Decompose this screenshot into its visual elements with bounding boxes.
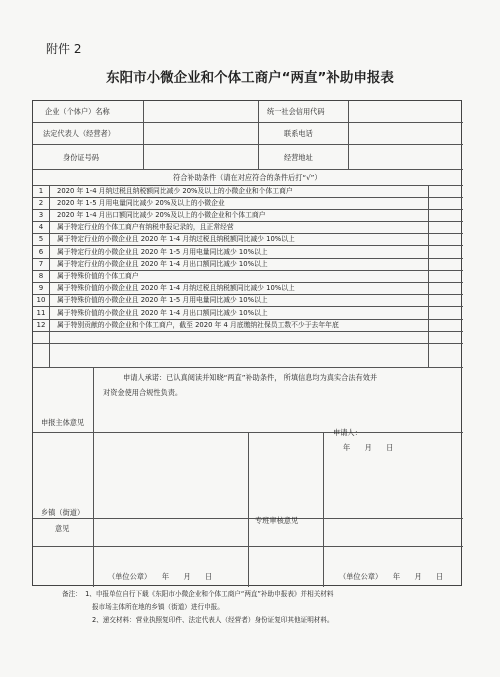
town-opinion-label-line1: 乡镇（街道） bbox=[41, 508, 85, 517]
id-number-label: 身份证号码 bbox=[63, 153, 99, 162]
condition-number: 12 bbox=[36, 321, 46, 329]
address-label: 经营地址 bbox=[284, 153, 313, 162]
condition-number: 7 bbox=[38, 260, 44, 268]
conditions-header: 符合补助条件（请在对应符合的条件后打“√”） bbox=[173, 173, 322, 182]
condition-number: 11 bbox=[36, 309, 46, 317]
condition-text: 属于特殊价值的小微企业且 2020 年 1-4 月出口额同比减少 10%以上 bbox=[57, 309, 268, 317]
condition-number: 4 bbox=[38, 223, 44, 231]
notes-line2: 报市场主体所在地的乡镇（街道）进行申报。 bbox=[92, 603, 224, 611]
condition-number: 10 bbox=[36, 296, 46, 304]
condition-text: 属于特定行业的小微企业且 2020 年 1-5 月用电量同比减少 10%以上 bbox=[57, 248, 268, 256]
notes-line3: 2、递交材料：营业执照复印件、法定代表人（经营者）身份证复印其他证明材料。 bbox=[92, 616, 334, 624]
condition-text: 2020 年 1-5 月用电量同比减少 20%及以上的小微企业 bbox=[57, 199, 225, 207]
condition-text: 属于特定行业的小微企业且 2020 年 1-4 月纳过税且纳税额同比减少 10%以上 bbox=[57, 235, 295, 243]
condition-number: 2 bbox=[38, 199, 44, 207]
attachment-label: 附件 2 bbox=[46, 42, 82, 56]
town-stamp-date: （单位公章） 年 月 日 bbox=[108, 572, 213, 581]
applicant-promise-line1: 申请人承诺：已认真阅读并知晓“两直”补助条件， 所填信息均为真实合法有效并 bbox=[123, 373, 378, 382]
condition-text: 属于特殊价值的小微企业且 2020 年 1-4 月纳过税且纳税额同比减少 10%以上 bbox=[57, 284, 295, 292]
credit-code-label: 统一社会信用代码 bbox=[267, 107, 325, 116]
condition-text: 属于特殊价值的小微企业且 2020 年 1-5 月用电量同比减少 10%以上 bbox=[57, 296, 268, 304]
notes-line1: 备注： 1、申报单位自行下载《东阳市小微企业和个体工商户“两直”补助申报表》并相关材料 bbox=[62, 590, 334, 598]
special-stamp-date: （单位公章） 年 月 日 bbox=[339, 572, 444, 581]
condition-text: 属于特殊价值的个体工商户 bbox=[57, 272, 139, 280]
company-name-label: 企业（个体户）名称 bbox=[45, 107, 110, 116]
form-title: 东阳市小微企业和个体工商户“两直”补助申报表 bbox=[106, 70, 394, 86]
condition-number: 1 bbox=[38, 187, 44, 195]
condition-number: 3 bbox=[38, 211, 44, 219]
legal-rep-label: 法定代表人（经营者） bbox=[43, 129, 115, 138]
condition-number: 8 bbox=[38, 272, 44, 280]
condition-text: 2020 年 1-4 月纳过税且纳税额同比减少 20%及以上的小微企业和个体工商户 bbox=[57, 187, 293, 195]
special-review-label: 专班审核意见 bbox=[255, 516, 299, 525]
town-opinion-label-line2: 意见 bbox=[55, 524, 70, 533]
applicant-promise-line2: 对资金使用合规性负责。 bbox=[103, 388, 183, 397]
applicant-date: 年 月 日 bbox=[343, 443, 394, 452]
application-form-table bbox=[32, 100, 462, 586]
applicant-opinion-label: 申报主体意见 bbox=[41, 418, 85, 427]
condition-text: 属于特定行业的个体工商户有纳税申报记录的，且正常经营 bbox=[57, 223, 234, 231]
applicant-signer-label: 申请人： bbox=[333, 428, 362, 437]
phone-label: 联系电话 bbox=[284, 129, 313, 138]
condition-text: 2020 年 1-4 月出口额同比减少 20%及以上的小微企业和个体工商户 bbox=[57, 211, 266, 219]
condition-text: 属于特定行业的小微企业且 2020 年 1-4 月出口额同比减少 10%以上 bbox=[57, 260, 268, 268]
condition-text: 属于特别贡献的小微企业和个体工商户，截至 2020 年 4 月底缴纳社保员工数不少于去年年底 bbox=[57, 321, 339, 329]
condition-number: 9 bbox=[38, 284, 44, 292]
condition-number: 6 bbox=[38, 248, 44, 256]
condition-number: 5 bbox=[38, 235, 44, 243]
